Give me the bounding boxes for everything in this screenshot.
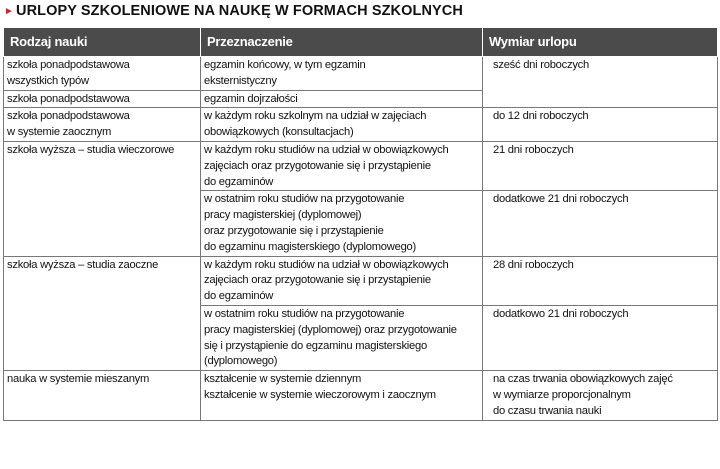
leave-length-cell: sześć dni roboczych <box>483 57 718 108</box>
leave-length-cell: dodatkowe 21 dni roboczych <box>483 191 718 256</box>
leave-length-cell: do 12 dni roboczych <box>483 108 718 142</box>
purpose-cell: egzamin dojrzałości <box>201 90 483 108</box>
leave-length-cell: dodatkowo 21 dni roboczych <box>483 305 718 370</box>
education-type-cell: nauka w systemie mieszanym <box>4 371 201 420</box>
education-type-cell: szkoła ponadpodstawowa wszystkich typów <box>4 57 201 91</box>
header-leave-length: Wymiar urlopu <box>483 28 718 57</box>
education-type-cell: szkoła wyższa – studia wieczorowe <box>4 141 201 256</box>
purpose-cell: w ostatnim roku studiów na przygotowanie pracy magisterskiej (dyplomowej) oraz przygotowanie się i przystąpienie do egzaminu magisterskiego (dyplomowego) <box>201 191 483 256</box>
header-purpose: Przeznaczenie <box>201 28 483 57</box>
education-type-cell: szkoła wyższa – studia zaoczne <box>4 256 201 371</box>
purpose-cell: w każdym roku studiów na udział w obowiązkowych zajęciach oraz przygotowanie się i przystąpienie do egzaminów <box>201 141 483 190</box>
header-education-type: Rodzaj nauki <box>4 28 201 57</box>
leave-length-cell: 21 dni roboczych <box>483 141 718 190</box>
table-row <box>4 57 718 91</box>
table-header-row <box>4 28 718 57</box>
table-row <box>4 108 718 142</box>
page-title <box>4 0 463 22</box>
table-row <box>4 371 718 420</box>
education-type-cell: szkoła ponadpodstawowa <box>4 90 201 108</box>
page-title-text: URLOPY SZKOLENIOWE NA NAUKĘ W FORMACH SZKOLNYCH <box>16 3 463 19</box>
leave-length-cell: na czas trwania obowiązkowych zajęć w wymiarze proporcjonalnym do czasu trwania nauki <box>483 371 718 420</box>
purpose-cell: egzamin końcowy, w tym egzamin eksternistyczny <box>201 57 483 91</box>
leave-table <box>3 27 718 421</box>
purpose-cell: w ostatnim roku studiów na przygotowanie pracy magisterskiej (dyplomowej) oraz przygotowanie się i przystąpienie do egzaminu magisterskiego (dyplomowego) <box>201 305 483 370</box>
purpose-cell: kształcenie w systemie dziennym kształcenie w systemie wieczorowym i zaocznym <box>201 371 483 420</box>
table-row <box>4 256 718 305</box>
arrow-right-icon: ► <box>4 5 14 17</box>
purpose-cell: w każdym roku studiów na udział w obowiązkowych zajęciach oraz przygotowanie się i przystąpienie do egzaminów <box>201 256 483 305</box>
purpose-cell: w każdym roku szkolnym na udział w zajęciach obowiązkowych (konsultacjach) <box>201 108 483 142</box>
leave-length-cell: 28 dni roboczych <box>483 256 718 305</box>
education-type-cell: szkoła ponadpodstawowa w systemie zaocznym <box>4 108 201 142</box>
table-row <box>4 141 718 190</box>
